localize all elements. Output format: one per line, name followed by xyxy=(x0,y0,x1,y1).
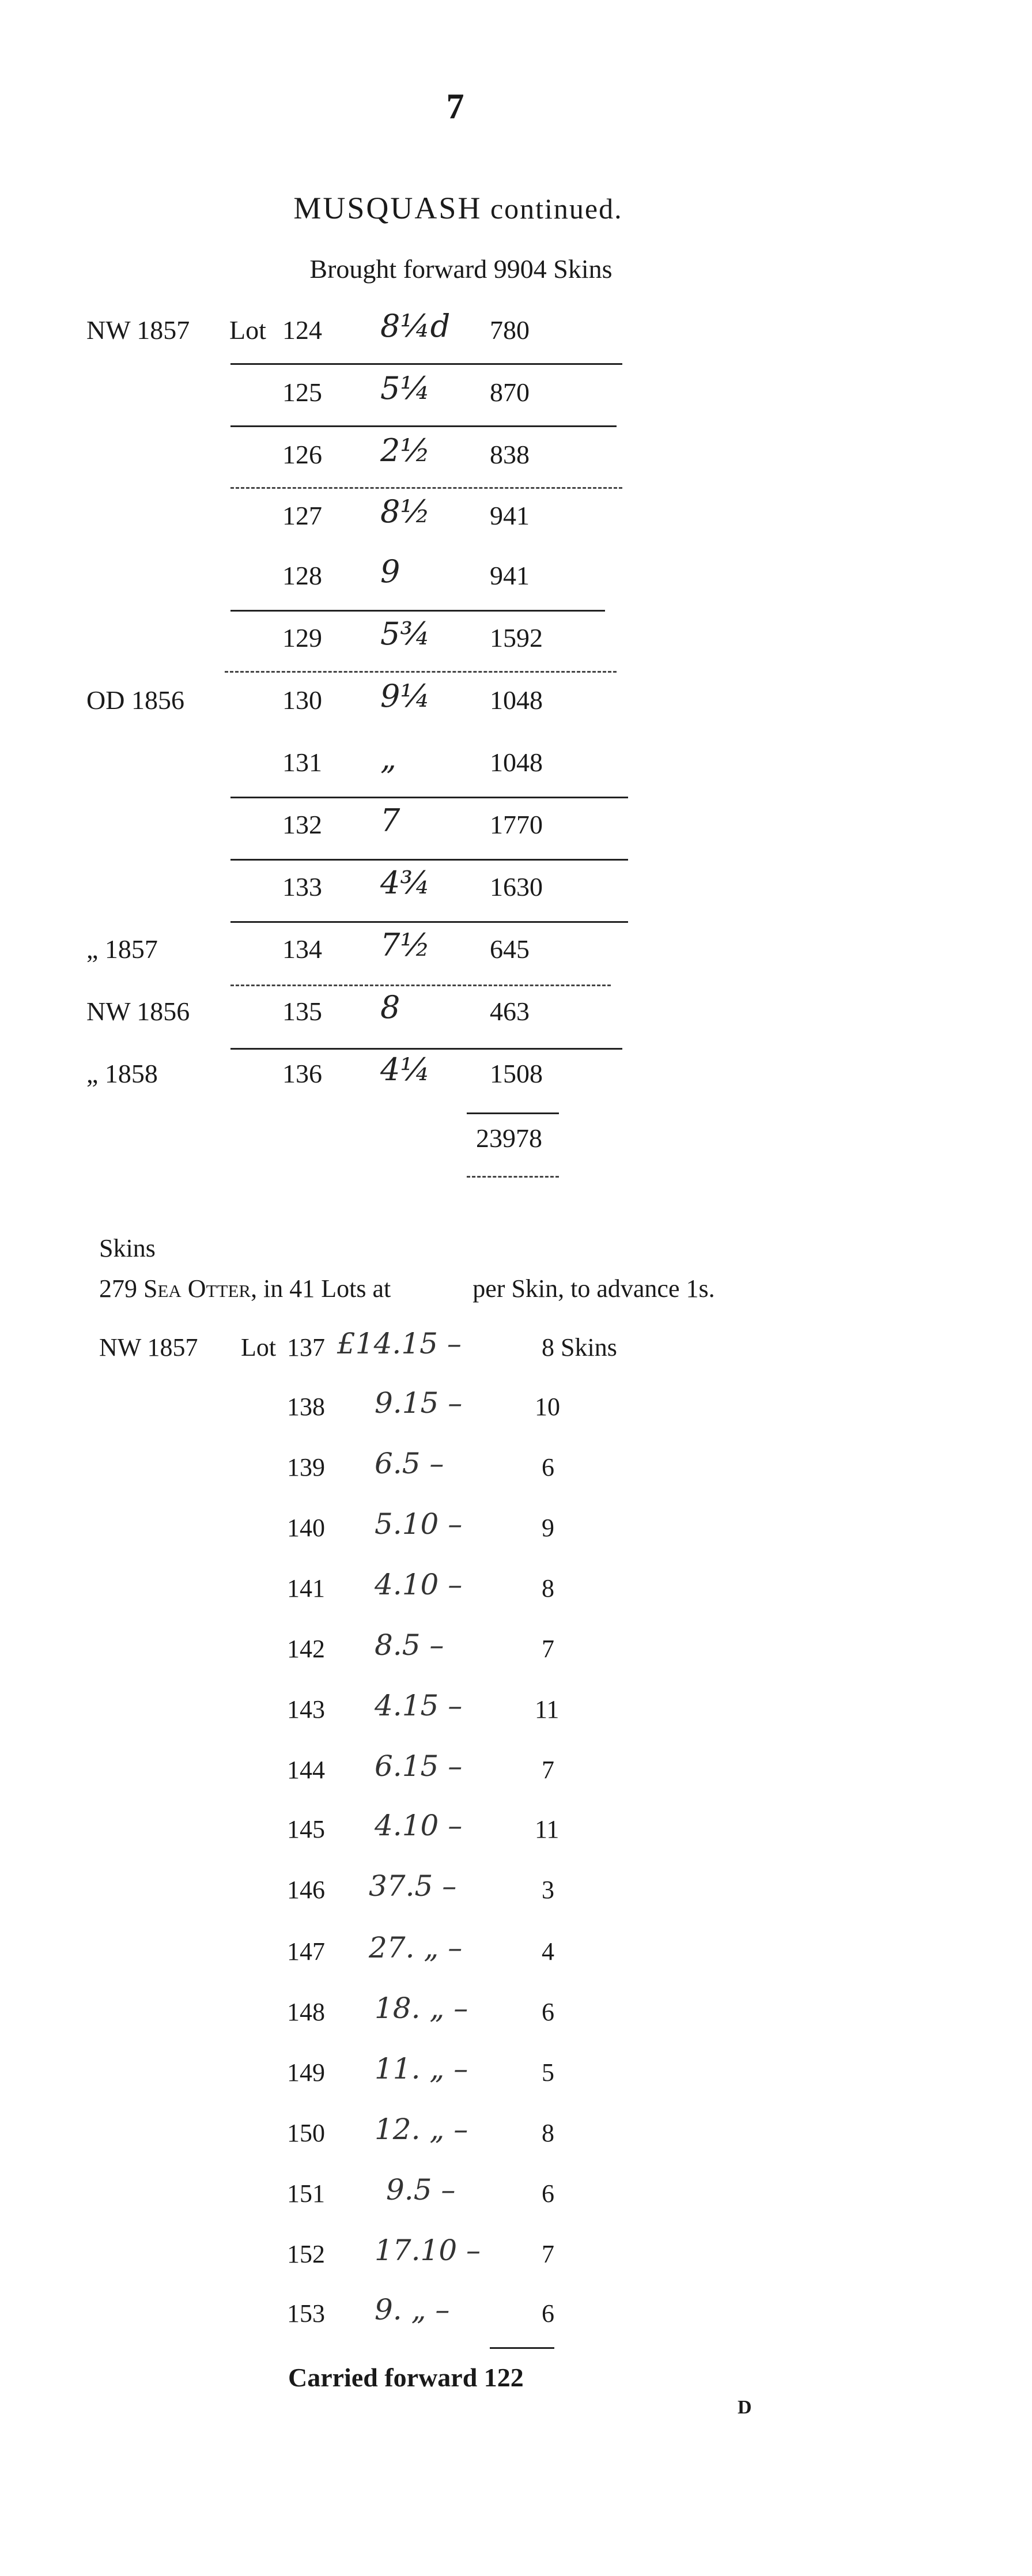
lot-number: 136 xyxy=(282,1059,322,1088)
skin-count: 5 xyxy=(542,2058,554,2087)
handwritten-price: 6.15 – xyxy=(375,1749,463,1783)
section-heading-sea-otter xyxy=(99,1274,715,1303)
sea-otter-title-rest: , in 41 Lots at xyxy=(251,1274,391,1303)
brand-mark: NW 1857 xyxy=(99,1333,198,1361)
handwritten-price: 5¼ xyxy=(380,370,430,406)
brought-forward: Brought forward 9904 Skins xyxy=(309,254,613,284)
lot-number: 135 xyxy=(282,997,322,1026)
handwritten-price: 6.5 – xyxy=(375,1447,444,1480)
row-divider xyxy=(230,363,622,365)
lot-number: 127 xyxy=(282,501,322,530)
skin-count: 1592 xyxy=(490,623,543,653)
lot-number: 145 xyxy=(287,1815,325,1843)
skin-count: 11 xyxy=(535,1815,560,1843)
lot-number: 148 xyxy=(287,1998,325,2026)
table-row xyxy=(0,1749,691,1813)
skin-count: 463 xyxy=(490,997,530,1026)
skin-count: 645 xyxy=(490,934,530,964)
table-row xyxy=(0,2293,691,2356)
table-row xyxy=(0,1931,691,1994)
lot-number: 138 xyxy=(287,1393,325,1421)
row-divider xyxy=(230,487,622,489)
table-row xyxy=(0,1507,691,1571)
handwritten-price: 5.10 – xyxy=(375,1507,463,1541)
row-divider xyxy=(230,859,628,861)
table-row xyxy=(0,1992,691,2055)
table-row xyxy=(0,1689,691,1752)
skin-count: 7 xyxy=(542,1635,554,1663)
skin-count: 7 xyxy=(542,2240,554,2268)
handwritten-price: 9.5 – xyxy=(386,2173,456,2207)
section-heading-musquash xyxy=(0,190,916,226)
skin-count: 941 xyxy=(490,501,530,530)
lot-number: 152 xyxy=(287,2240,325,2268)
skin-count: 11 xyxy=(535,1695,560,1723)
carried-rule xyxy=(490,2347,554,2349)
row-divider xyxy=(230,985,611,986)
handwritten-price: 9.15 – xyxy=(375,1386,463,1420)
table-row xyxy=(0,1386,691,1450)
signature-letter: D xyxy=(738,2397,752,2418)
handwritten-price: 4¼ xyxy=(380,1051,430,1088)
table-row xyxy=(0,612,634,670)
handwritten-price: 12. „ – xyxy=(375,2113,468,2146)
skin-count: 1770 xyxy=(490,810,543,839)
lot-number: 132 xyxy=(282,810,322,839)
handwritten-price: 4.10 – xyxy=(375,1809,463,1842)
skin-count: 6 xyxy=(542,1453,554,1481)
lot-number: 153 xyxy=(287,2299,325,2328)
handwritten-price: 7 xyxy=(380,802,400,839)
lot-number: 137 xyxy=(287,1333,325,1361)
lot-number: 134 xyxy=(282,934,322,964)
lot-number: 149 xyxy=(287,2058,325,2087)
page-number: 7 xyxy=(446,87,464,126)
skin-count: 941 xyxy=(490,561,530,590)
sea-otter-title-tail: per Skin, to advance 1s. xyxy=(472,1274,715,1303)
row-divider xyxy=(230,797,628,798)
handwritten-price: 4.10 – xyxy=(375,1568,463,1601)
table-row xyxy=(0,986,634,1043)
skin-count: 1048 xyxy=(490,685,543,715)
skin-count: 1508 xyxy=(490,1059,543,1088)
table-row xyxy=(0,799,634,857)
table-row xyxy=(0,1869,691,1933)
handwritten-price: 8.5 – xyxy=(375,1628,444,1662)
handwritten-price: 27. „ – xyxy=(369,1931,463,1964)
musquash-total: 23978 xyxy=(476,1123,542,1153)
carried-forward: Carried forward 122 xyxy=(288,2363,524,2392)
lot-number: 129 xyxy=(282,623,322,653)
skins-column-label: Skins xyxy=(99,1234,156,1262)
table-row xyxy=(0,923,634,981)
heading-main: MUSQUASH xyxy=(293,191,482,225)
lot-number: 146 xyxy=(287,1876,325,1904)
table-row xyxy=(0,429,634,486)
handwritten-price: 8 xyxy=(380,989,400,1025)
table-row xyxy=(0,1809,691,1872)
row-divider xyxy=(230,1048,622,1050)
handwritten-price: „ xyxy=(380,740,396,776)
lot-number: 133 xyxy=(282,872,322,902)
skin-count: 8 xyxy=(542,2119,554,2147)
lot-number: 131 xyxy=(282,748,322,777)
table-row xyxy=(0,737,634,794)
sea-otter-count: 279 xyxy=(99,1274,137,1303)
brand-mark: OD 1856 xyxy=(86,685,184,715)
table-row xyxy=(0,2052,691,2115)
table-row xyxy=(0,1447,691,1510)
skin-count: 870 xyxy=(490,378,530,407)
table-row xyxy=(0,1568,691,1631)
lot-word: Lot xyxy=(241,1333,277,1361)
handwritten-price: 8½ xyxy=(380,493,430,530)
row-divider xyxy=(230,610,605,612)
lot-number: 130 xyxy=(282,685,322,715)
handwritten-price: 4.15 – xyxy=(375,1689,463,1722)
handwritten-price: 2½ xyxy=(380,432,430,469)
handwritten-price: 9. „ – xyxy=(375,2293,450,2326)
lot-number: 125 xyxy=(282,378,322,407)
brand-mark: NW 1857 xyxy=(86,315,190,345)
brand-mark: „ 1857 xyxy=(86,934,158,964)
table-row xyxy=(0,674,634,732)
lot-number: 151 xyxy=(287,2179,325,2208)
lot-number: 124 xyxy=(282,315,322,345)
lot-number: 139 xyxy=(287,1453,325,1481)
sea-otter-name: Sea Otter xyxy=(143,1274,251,1303)
brand-mark: „ 1858 xyxy=(86,1059,158,1088)
skin-count: 8 xyxy=(542,1574,554,1602)
lot-number: 144 xyxy=(287,1756,325,1784)
handwritten-price: 8¼d xyxy=(380,308,451,344)
handwritten-price: 37.5 – xyxy=(369,1869,457,1903)
table-row xyxy=(0,2173,691,2236)
lot-number: 147 xyxy=(287,1937,325,1966)
skin-count: 6 xyxy=(542,1998,554,2026)
table-row xyxy=(0,1628,691,1692)
table-row xyxy=(0,1048,634,1106)
lot-number: 143 xyxy=(287,1695,325,1723)
table-row xyxy=(0,2234,691,2297)
handwritten-price: 4¾ xyxy=(380,865,430,901)
skin-count: 1630 xyxy=(490,872,543,902)
skin-count: 3 xyxy=(542,1876,554,1904)
total-rule xyxy=(467,1112,559,1114)
lot-word: Lot xyxy=(229,315,266,345)
handwritten-price: 18. „ – xyxy=(375,1992,468,2025)
skin-count: 6 xyxy=(542,2299,554,2328)
handwritten-price: £14.15 – xyxy=(337,1327,462,1360)
skin-count: 7 xyxy=(542,1756,554,1784)
skin-count: 6 xyxy=(542,2179,554,2208)
lot-number: 142 xyxy=(287,1635,325,1663)
handwritten-price: 5¾ xyxy=(380,616,430,652)
table-row xyxy=(0,367,634,424)
lot-number: 140 xyxy=(287,1514,325,1542)
skin-count: 9 xyxy=(542,1514,554,1542)
table-row xyxy=(0,1327,691,1390)
lot-number: 128 xyxy=(282,561,322,590)
handwritten-price: 11. „ – xyxy=(375,2052,468,2085)
skin-count: 4 xyxy=(542,1937,554,1966)
lot-number: 150 xyxy=(287,2119,325,2147)
table-row xyxy=(0,2113,691,2176)
skin-count: 780 xyxy=(490,315,530,345)
handwritten-price: 9 xyxy=(380,553,400,590)
handwritten-price: 7½ xyxy=(380,927,430,963)
skin-count: 8 Skins xyxy=(542,1333,617,1361)
table-row xyxy=(0,490,634,548)
handwritten-price: 9¼ xyxy=(380,678,430,714)
skin-count: 1048 xyxy=(490,748,543,777)
brand-mark: NW 1856 xyxy=(86,997,190,1026)
total-underline xyxy=(467,1176,559,1178)
table-row xyxy=(0,550,634,608)
row-divider xyxy=(230,921,628,923)
lot-number: 126 xyxy=(282,440,322,469)
handwritten-price: 17.10 – xyxy=(375,2234,481,2267)
table-row xyxy=(0,304,634,362)
skin-count: 838 xyxy=(490,440,530,469)
row-divider xyxy=(225,671,617,673)
row-divider xyxy=(230,425,617,427)
table-row xyxy=(0,861,634,919)
lot-number: 141 xyxy=(287,1574,325,1602)
heading-rest: continued. xyxy=(490,193,623,225)
skin-count: 10 xyxy=(535,1393,560,1421)
